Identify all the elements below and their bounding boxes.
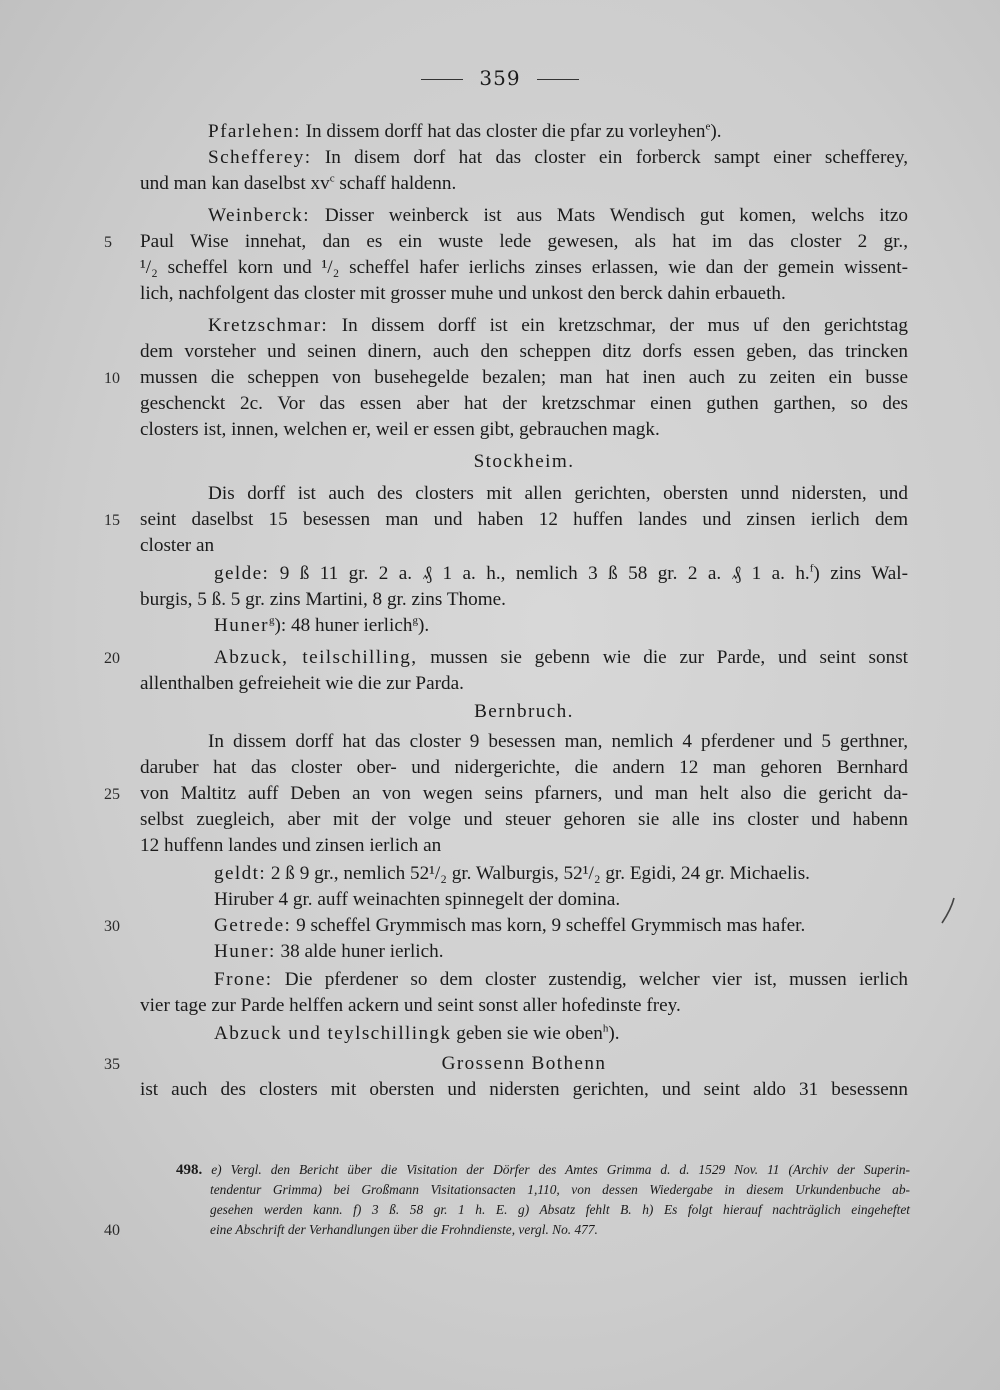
- line-number: 5: [104, 234, 112, 251]
- footnote-ref: f: [809, 562, 814, 575]
- text-line: [214, 968, 908, 992]
- text-line: [140, 672, 908, 696]
- line-heading: Weinberck:: [208, 205, 310, 226]
- line-text: vier tage zur Parde helffen ackern und seint sonst aller hofedinste frey.: [140, 995, 681, 1016]
- text-line: [140, 172, 908, 196]
- line-heading: Schefferey:: [208, 147, 312, 168]
- line-text: Dis dorff ist auch des closters mit allen gerichten, obersten unnd nidersten, und: [208, 483, 908, 504]
- line-text: Bernbruch.: [474, 701, 574, 722]
- line-text: ¹/₂ scheffel korn und ¹/₂ scheffel hafer ierlichs zinses erlassen, wie dan der gemein wissent-: [140, 257, 908, 278]
- line-text: mussen die scheppen von busehegelde bezalen; man hat inen auch zu zeiten ein busse: [140, 367, 908, 388]
- text-line: [140, 314, 908, 338]
- text-line: [140, 534, 908, 558]
- line-text: In disem dorf hat das closter ein forberck sampt einer schefferey,: [311, 147, 908, 168]
- text-line: [214, 914, 908, 938]
- text-line: [140, 808, 908, 832]
- footnote-ref: c: [329, 172, 335, 185]
- text-line: [140, 204, 908, 228]
- line-text: geben sie wie oben: [451, 1023, 603, 1044]
- footnote-text: gesehen werden kann. f) 3 ß. 58 gr. 1 h. E. g) Absatz fehlt B. h) Es folgt hierauf nachträglich eingeheftet: [210, 1202, 910, 1217]
- line-text: von Maltitz auff Deben an von wegen seins pfarners, und man helt also die gericht da-: [140, 783, 908, 804]
- line-text: geschenckt 2c. Vor das essen aber hat der kretzschmar einen guthen garthen, so des: [140, 393, 908, 414]
- text-line: [140, 994, 908, 1018]
- line-text: In dissem dorff hat das closter 9 besessen man, nemlich 4 pferdener und 5 gerthner,: [208, 731, 908, 752]
- footnote-ref: e: [705, 120, 711, 133]
- text-line: [140, 366, 908, 390]
- footnote-ref: g: [412, 614, 418, 627]
- header-rule-right: [537, 79, 579, 80]
- line-text: ): 48 huner ierlich: [274, 615, 413, 636]
- line-text: 2 ß 9 gr., nemlich 52¹/₂ gr. Walburgis, 52¹/₂ gr. Egidi, 24 gr. Michaelis.: [266, 863, 810, 884]
- line-text: 38 alde huner ierlich.: [275, 941, 444, 962]
- page-header: [0, 66, 1000, 90]
- text-line: [140, 340, 908, 364]
- line-text: seint daselbst 15 besessen man und haben 12 huffen landes und zinsen ierlich dem: [140, 509, 908, 530]
- text-line: [214, 888, 908, 912]
- line-number: 15: [104, 512, 120, 529]
- line-text: 9 ß 11 gr. 2 a. ₰ 1 a. h., nemlich 3 ß 58 gr. 2 a. ₰ 1 a. h.: [269, 563, 810, 584]
- footnote-ref: g: [268, 614, 275, 627]
- text-line: [140, 256, 908, 280]
- line-text: Stockheim.: [473, 451, 575, 472]
- footnote-text: e) Vergl. den Bericht über die Visitation der Dörfer des Amtes Grimma d. d. 1529 Nov. 11 (Archiv der Superin-: [211, 1162, 911, 1177]
- line-number: 10: [104, 370, 120, 387]
- text-line: [214, 940, 908, 964]
- line-number: 25: [104, 786, 120, 803]
- line-heading: geldt:: [214, 863, 267, 884]
- text-line: [140, 482, 908, 506]
- line-text: In dissem dorff hat das closter die pfar zu vorleyhen: [300, 121, 706, 142]
- line-text: daruber hat das closter ober- und nidergerichte, die andern 12 man gehoren Bernhard: [140, 757, 908, 778]
- text-line: [140, 588, 908, 612]
- line-text: dem vorsteher und seinen dinern, auch den scheppen ditz dorfs essen geben, das trincken: [140, 341, 908, 362]
- footnote-text: eine Abschrift der Verhandlungen über die Frohndienste, vergl. No. 477.: [210, 1222, 598, 1237]
- line-number: 35: [104, 1056, 120, 1073]
- line-tail: ).: [417, 615, 430, 636]
- line-text: Die pferdener so dem closter zustendig, welcher vier ist, mussen ierlich: [272, 969, 908, 990]
- text-line: [214, 1022, 908, 1046]
- line-text: allenthalben gefreieheit wie die zur Parda.: [140, 673, 464, 694]
- line-text: Hiruber 4 gr. auff weinachten spinnegelt der domina.: [214, 889, 621, 910]
- line-text: lich, nachfolgent das closter mit grosser muhe und unkost den berck dahin erbaueth.: [140, 283, 786, 304]
- text-line: [140, 230, 908, 254]
- line-number: 40: [104, 1222, 120, 1239]
- line-heading: Abzuck und teylschillingk: [214, 1023, 452, 1044]
- line-heading: Getrede:: [214, 915, 292, 936]
- document-number: 498.: [176, 1162, 203, 1178]
- line-heading: Huner:: [214, 941, 276, 962]
- text-line: [140, 146, 908, 170]
- text-line: [140, 756, 908, 780]
- footnote-line: [210, 1220, 910, 1239]
- line-text: mussen sie gebenn wie die zur Parde, und seint sonst: [417, 647, 908, 668]
- line-number: 20: [104, 650, 120, 667]
- text-line: [140, 700, 908, 724]
- line-tail: ).: [608, 1023, 620, 1044]
- text-line: [140, 1052, 908, 1076]
- line-text: closters ist, innen, welchen er, weil er essen gibt, gebrauchen magk.: [140, 419, 660, 440]
- text-line: [140, 834, 908, 858]
- line-tail: ) zins Wal-: [813, 563, 908, 584]
- line-text: closter an: [140, 535, 215, 556]
- line-text: 9 scheffel Grymmisch mas korn, 9 scheffel Grymmisch mas hafer.: [291, 915, 806, 936]
- line-heading: Huner: [214, 615, 269, 636]
- text-line: [140, 450, 908, 474]
- pencil-mark: [938, 896, 958, 926]
- line-text: Grossenn Bothenn: [441, 1053, 607, 1074]
- text-line: [140, 730, 908, 754]
- line-heading: Abzuck, teilschilling,: [214, 647, 418, 668]
- text-line: [140, 1078, 908, 1102]
- text-line: [140, 782, 908, 806]
- line-text: und man kan daselbst xv: [140, 173, 330, 194]
- page-number: 359: [479, 66, 521, 90]
- line-text: Disser weinberck ist aus Mats Wendisch gut komen, welchs itzo: [309, 205, 908, 226]
- line-text: 12 huffenn landes und zinsen ierlich an: [140, 835, 442, 856]
- header-rule-left: [421, 79, 463, 80]
- line-tail: schaff haldenn.: [334, 173, 457, 194]
- footnote-ref: h: [602, 1022, 609, 1035]
- line-text: selbst zuegleich, aber mit der volge und steuer gehoren sie alle ins closter und habenn: [140, 809, 908, 830]
- line-text: burgis, 5 ß. 5 gr. zins Martini, 8 gr. zins Thome.: [140, 589, 506, 610]
- line-heading: Kretzschmar:: [208, 315, 329, 336]
- text-line: [140, 508, 908, 532]
- footnote-line: [210, 1180, 910, 1199]
- text-line: [140, 282, 908, 306]
- text-line: [140, 120, 908, 144]
- line-number: 30: [104, 918, 120, 935]
- line-heading: gelde:: [214, 563, 270, 584]
- line-text: ist auch des closters mit obersten und nidersten gerichten, und seint aldo 31 besessenn: [140, 1079, 908, 1100]
- line-heading: Pfarlehen:: [208, 121, 301, 142]
- line-tail: ).: [710, 121, 722, 142]
- line-text: Paul Wise innehat, dan es ein wuste lede gewesen, als hat im das closter 2 gr.,: [140, 231, 908, 252]
- text-line: [140, 392, 908, 416]
- text-line: [214, 614, 908, 638]
- footnote-line: [176, 1160, 910, 1180]
- text-line: [214, 862, 908, 886]
- line-text: In dissem dorff ist ein kretzschmar, der mus uf den gerichtstag: [328, 315, 908, 336]
- text-line: [214, 646, 908, 670]
- text-line: [140, 418, 908, 442]
- text-line: [214, 562, 908, 586]
- footnote-text: tendentur Grimma) bei Großmann Visitationsacten 1,110, von dessen Wiedergabe in diesem Urkundenbuche ab-: [210, 1182, 910, 1197]
- line-heading: Frone:: [214, 969, 273, 990]
- footnote-line: [210, 1200, 910, 1219]
